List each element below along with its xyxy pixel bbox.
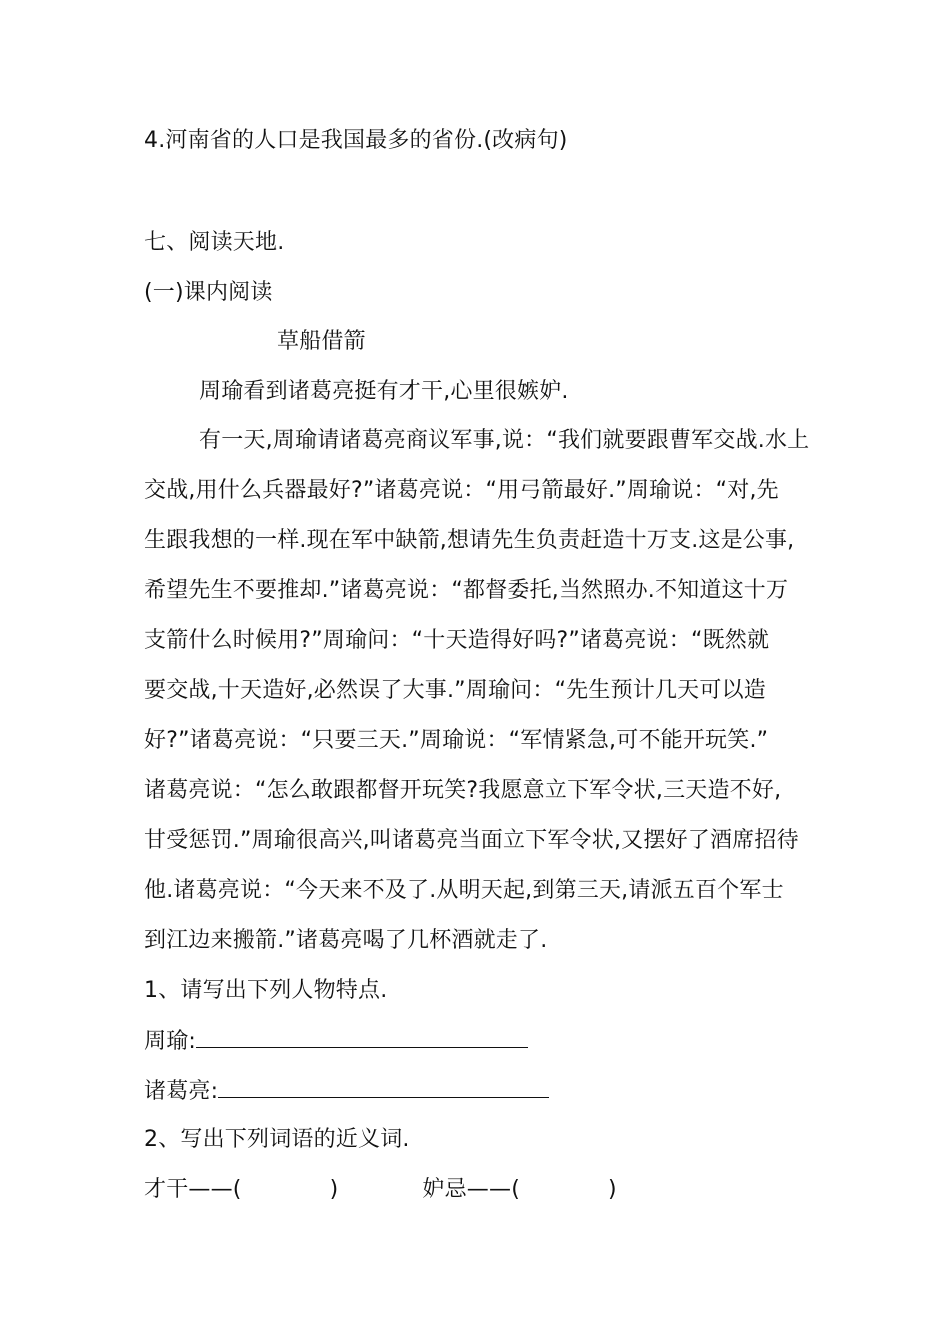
- synonym-word-2: 妒忌——(: [422, 1177, 520, 1202]
- synonym-word-1: 才干——(: [144, 1177, 242, 1202]
- synonym-close-1: ): [329, 1177, 339, 1202]
- passage-line: 有一天,周瑜请诸葛亮商议军事,说：“我们就要跟曹军交战.水上: [199, 428, 810, 453]
- passage-line: 要交战,十天造好,必然误了大事.”周瑜问：“先生预计几天可以造: [144, 678, 766, 703]
- answer-row-zhouyu: [144, 1025, 528, 1057]
- question-2: 2、写出下列词语的近义词.: [144, 1127, 410, 1152]
- section-subheading: (一)课内阅读: [144, 280, 273, 305]
- passage-line: 生跟我想的一样.现在军中缺箭,想请先生负责赶造十万支.这是公事,: [144, 528, 795, 553]
- exercise-4: 4.河南省的人口是我国最多的省份.(改病句): [144, 128, 568, 153]
- passage-line: 到江边来搬箭.”诸葛亮喝了几杯酒就走了.: [144, 928, 548, 953]
- answer-label-zhouyu: 周瑜:: [144, 1029, 197, 1054]
- answer-row-zhugeliang: [144, 1075, 549, 1107]
- passage-line: 支箭什么时候用?”周瑜问：“十天造得好吗?”诸葛亮说：“既然就: [144, 628, 770, 653]
- answer-blank-zhouyu[interactable]: [196, 1025, 528, 1048]
- passage-line: 好?”诸葛亮说：“只要三天.”周瑜说：“军情紧急,可不能开玩笑.”: [144, 728, 769, 753]
- synonym-row: [144, 1175, 617, 1205]
- answer-label-zhugeliang: 诸葛亮:: [144, 1079, 219, 1104]
- section-heading: 七、阅读天地.: [144, 230, 285, 255]
- passage-line: 他.诸葛亮说：“今天来不及了.从明天起,到第三天,请派五百个军士: [144, 878, 784, 903]
- passage-line: 希望先生不要推却.”诸葛亮说：“都督委托,当然照办.不知道这十万: [144, 578, 789, 603]
- passage-line: 诸葛亮说：“怎么敢跟都督开玩笑?我愿意立下军令状,三天造不好,: [144, 778, 782, 803]
- passage-line: 交战,用什么兵器最好?”诸葛亮说：“用弓箭最好.”周瑜说：“对,先: [144, 478, 779, 503]
- passage-line: 甘受惩罚.”周瑜很高兴,叫诸葛亮当面立下军令状,又摆好了酒席招待: [144, 828, 799, 853]
- passage-paragraph-1: 周瑜看到诸葛亮挺有才干,心里很嫉妒.: [199, 379, 569, 404]
- synonym-close-2: ): [607, 1177, 617, 1202]
- answer-blank-zhugeliang[interactable]: [218, 1075, 549, 1098]
- question-1: 1、请写出下列人物特点.: [144, 978, 388, 1003]
- passage-title: 草船借箭: [277, 329, 366, 354]
